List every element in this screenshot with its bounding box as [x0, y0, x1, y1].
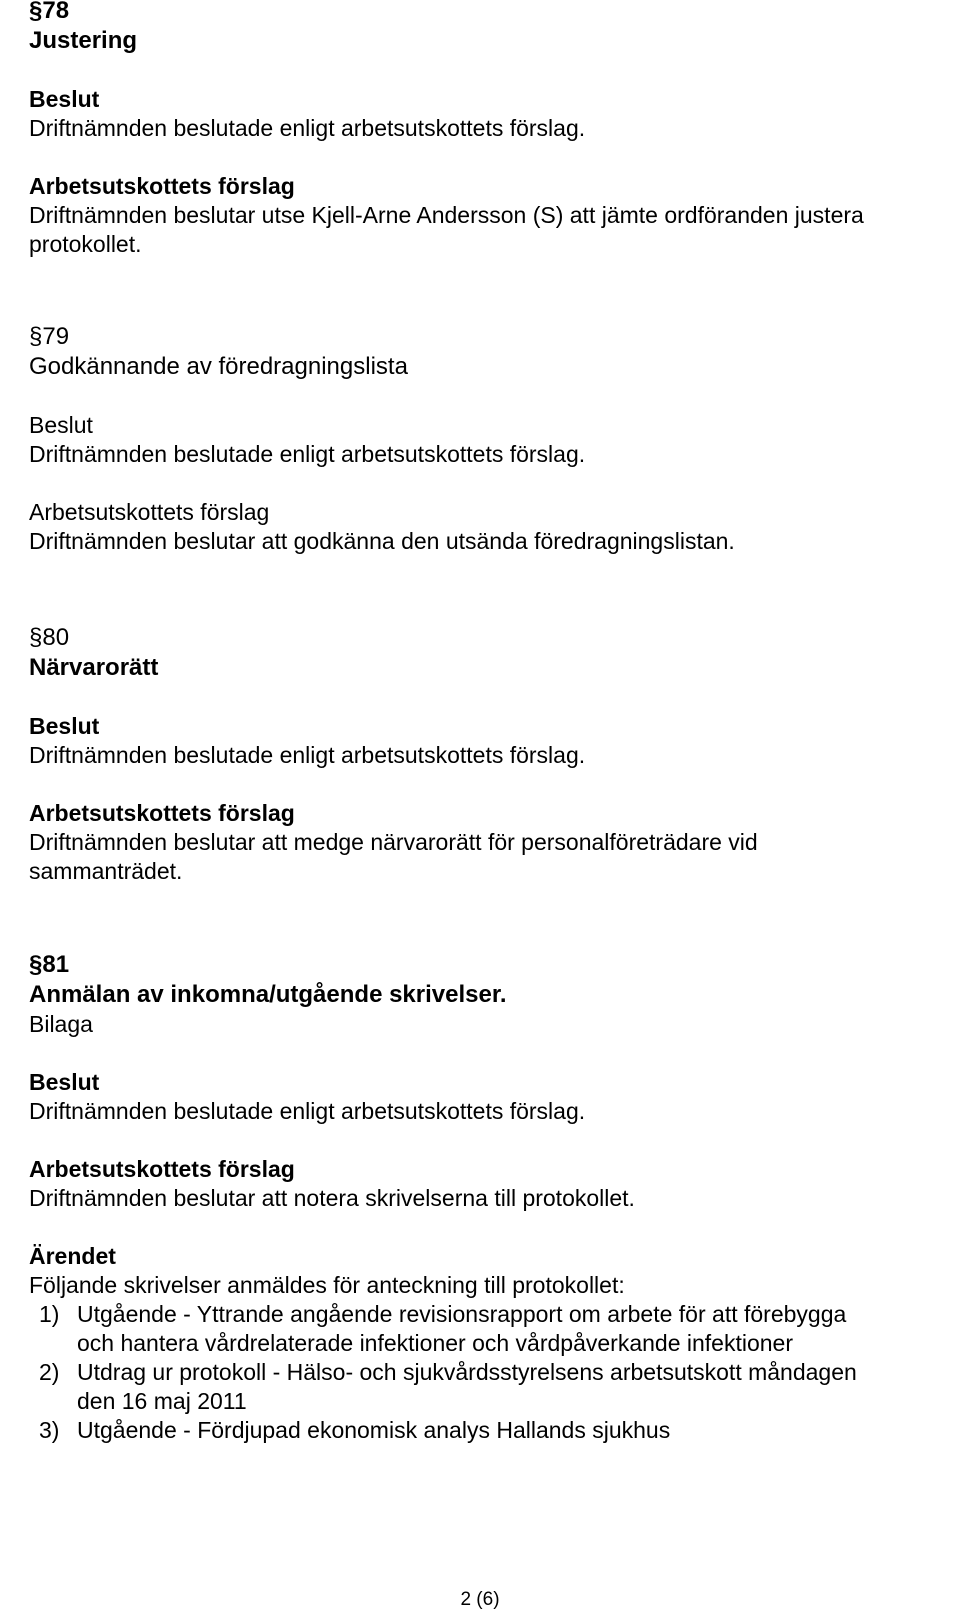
forslag-text-line: sammanträdet.	[29, 858, 183, 884]
forslag-text-line: protokollet.	[29, 231, 142, 257]
beslut-heading: Beslut	[29, 1069, 100, 1095]
section-number: §81	[29, 951, 70, 978]
attachment-label: Bilaga	[29, 1011, 93, 1037]
beslut-text: Driftnämnden beslutade enligt arbetsutskottets förslag.	[29, 1098, 586, 1124]
section-title: Godkännande av föredragningslista	[29, 353, 408, 380]
arendet-heading: Ärendet	[29, 1243, 116, 1269]
document-list	[29, 1300, 949, 1445]
forslag-heading: Arbetsutskottets förslag	[29, 499, 270, 525]
section-title: Anmälan av inkomna/utgående skrivelser.	[29, 981, 507, 1008]
list-item-line: Utgående - Yttrande angående revisionsrapport om arbete för att förebygga	[77, 1301, 847, 1327]
list-item	[29, 1300, 949, 1358]
beslut-text: Driftnämnden beslutade enligt arbetsutskottets förslag.	[29, 115, 586, 141]
forslag-heading: Arbetsutskottets förslag	[29, 1156, 295, 1182]
list-item-number: 3)	[39, 1417, 60, 1443]
beslut-heading: Beslut	[29, 713, 100, 739]
list-item-number: 1)	[39, 1301, 60, 1327]
section-number: §79	[29, 323, 70, 350]
forslag-heading: Arbetsutskottets förslag	[29, 173, 295, 199]
list-item	[29, 1416, 949, 1445]
beslut-heading: Beslut	[29, 412, 93, 438]
arendet-intro: Följande skrivelser anmäldes för anteckning till protokollet:	[29, 1272, 625, 1298]
section-79	[29, 322, 949, 556]
section-81	[29, 950, 949, 1445]
section-title: Justering	[29, 27, 138, 54]
section-78	[29, 0, 949, 259]
forslag-text-line: Driftnämnden beslutar att notera skrivelserna till protokollet.	[29, 1185, 635, 1211]
forslag-text-line: Driftnämnden beslutar att godkänna den utsända föredragningslistan.	[29, 528, 735, 554]
list-item	[29, 1358, 949, 1416]
beslut-text: Driftnämnden beslutade enligt arbetsutskottets förslag.	[29, 742, 586, 768]
forslag-heading: Arbetsutskottets förslag	[29, 800, 295, 826]
list-item-line: och hantera vårdrelaterade infektioner och vårdpåverkande infektioner	[77, 1330, 793, 1356]
section-number: §80	[29, 624, 70, 651]
beslut-heading: Beslut	[29, 86, 100, 112]
beslut-text: Driftnämnden beslutade enligt arbetsutskottets förslag.	[29, 441, 586, 467]
forslag-text-line: Driftnämnden beslutar att medge närvarorätt för personalföreträdare vid	[29, 829, 758, 855]
list-item-line: den 16 maj 2011	[77, 1388, 247, 1414]
forslag-text-line: Driftnämnden beslutar utse Kjell-Arne Andersson (S) att jämte ordföranden justera	[29, 202, 864, 228]
section-80	[29, 623, 949, 886]
list-item-line: Utgående - Fördjupad ekonomisk analys Hallands sjukhus	[77, 1417, 671, 1443]
page-number: 2 (6)	[460, 1589, 500, 1610]
section-title: Närvarorätt	[29, 654, 159, 681]
section-number: §78	[29, 0, 70, 24]
list-item-number: 2)	[39, 1359, 60, 1385]
list-item-line: Utdrag ur protokoll - Hälso- och sjukvårdsstyrelsens arbetsutskott måndagen	[77, 1359, 857, 1385]
